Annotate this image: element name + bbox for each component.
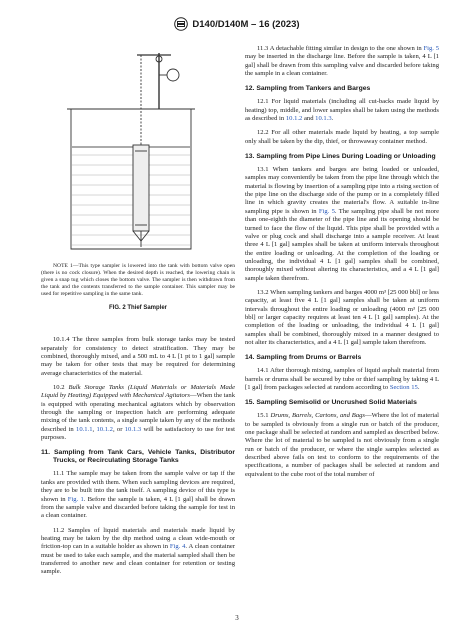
paragraph-12-2: 12.2 For all other materials made liquid by heating, a top sample only shall be taken by the dip, thief, or throwaway container method. — [245, 129, 439, 145]
right-column — [245, 45, 439, 485]
text-span: . — [331, 115, 334, 123]
paragraph-10-1-4: 10.1.4 The three samples from bulk storage tanks may be tested separately for consistency to detect stratification. They may be combined, thoroughly mixed, and a 500 mL to 4 L [1 pt to 1 gal] sample may be taken for other tests that may be required for determining average characteristics of the material. — [41, 336, 235, 377]
section-subtitle: Drums, Barrels, Cartons, and Bags — [270, 412, 365, 420]
figure-caption: FIG. 2 Thief Sampler — [108, 305, 167, 311]
paragraph-12-1 — [245, 98, 439, 123]
text-span: —When the tank is equipped with operating mechanical agitators which by observation through the sampling or inspection hatch are performing adequate mixing of the tank contents, a single sample taken by any of the methods described in — [41, 392, 236, 433]
text-span: 14.1 After thorough mixing, samples of liquid asphalt material from barrels or drums shall be secured by tube or thief sampling by taking 4 L [1 gal] from packages selected at random according to — [245, 367, 439, 391]
page-number: 3 — [235, 614, 239, 622]
text-span: . — [417, 384, 420, 391]
heading-section-15: 15. Sampling Semisolid or Uncrushed Solid Materials — [245, 399, 417, 407]
page-header — [0, 15, 474, 33]
heading-section-13: 13. Sampling from Pipe Lines During Loading or Unloading — [245, 153, 436, 161]
text-span: . Before the sample is taken, 4 L [1 gal] shall be drawn from the sample valve and discarded before taking the sample for test in a clean container. — [41, 495, 236, 520]
section-subtitle: Bulk Storage Tanks (Liquid Materials or Materials Made Liquid by Heating) Equipped with Mechanical Agitators — [41, 384, 236, 400]
paragraph-11-3 — [245, 45, 439, 78]
text-span: 11.1 The sample may be taken from the sample valve or tap if the tanks are provided with them. When such sampling devices are required, they are to be built into the tank itself. A sampling device of this type is shown in — [41, 470, 235, 503]
text-span: 12.1 For liquid materials (including all cut-backs made liquid by heating) top, middle, and lower samples shall be taken using the methods as described in — [245, 98, 439, 123]
text-span: . A clean container must be used to take each sample, and the material sampled shall then be transferred to another new and clean container for retention or testing sample. — [41, 543, 236, 576]
text-span: . The sampling pipe shall be not more than one-eighth the diameter of the pipe line and its opening should be turned to face the flow of the liquid. This pipe shall be provided with a valve or plug cock and shall discharge into a sample receiver. At least three 4 L [1 gal] samples shall be taken at uniform intervals throughout the entire loading or unloading. At the completion of the loading or unloading, the individual 4 L [1 gal] samples shall be combined, thoroughly mixed without altering its characteristics, and a 4 L [1 gal] sample taken therefrom. — [245, 207, 440, 282]
text-span: , or — [112, 425, 125, 433]
link-10-1-2[interactable]: 10.1.2 — [285, 115, 303, 123]
link-10-1-3[interactable]: 10.1.3 — [124, 425, 142, 433]
document-designation: D140/D140M – 16 (2023) — [192, 18, 300, 30]
paragraph-14-1 — [245, 367, 439, 392]
text-span: 11.2 Samples of liquid materials and materials made liquid by heating may be taken by the dip method using a clean wide-mouth or friction-top can in a suitable holder as shown in — [41, 526, 235, 551]
link-fig-5[interactable]: Fig. 5 — [318, 207, 335, 215]
section-number: 10.2 — [53, 384, 69, 392]
text-span: will be satisfactory to use for test purposes. — [41, 425, 235, 442]
heading-section-12: 12. Sampling from Tankers and Barges — [245, 85, 371, 93]
left-column — [41, 45, 235, 583]
text-span: and — [302, 115, 316, 123]
astm-logo-icon — [174, 17, 188, 31]
paragraph-13-1 — [245, 166, 439, 283]
heading-section-14: 14. Sampling from Drums or Barrels — [245, 354, 362, 362]
paragraph-13-2: 13.2 When sampling tankers and barges 4000 m³ [25 000 bbl] or less capacity, at least five 4 L [1 gal] samples shall be taken at uniform intervals throughout the entire loading or unloading (4000 m³ [25 000 bbl] or larger capacity requires at least ten 4 L [1 gal] samples). At the completion of the loading or unloading, the individual 4 L [1 gal] samples shall be combined, thoroughly mixed in a manner designed to not alter its characteristics, and a 4 L [1 gal] sample taken therefrom. — [245, 288, 439, 346]
text-span: 13.1 When tankers and barges are being loaded or unloaded, samples may conveniently be taken from the pipe line through which the material is flowing by insertion of a sampling pipe into a rising section of the pipe line on the discharge side of the pump or in a completely filled line in which gravity creates the material's flow. A suitable in-line sampling pipe is shown in — [245, 166, 439, 215]
link-section-15[interactable]: Section 15 — [389, 384, 418, 391]
paragraph-11-1 — [41, 470, 235, 520]
section-number: 15.1 — [257, 412, 271, 420]
link-10-1-3[interactable]: 10.1.3 — [315, 115, 332, 123]
heading-section-11: 11. Sampling from Tank Cars, Vehicle Tanks, Distributor Trucks, or Recirculating Storage Tanks — [41, 449, 235, 465]
text-span: —Where the lot of material to be sampled is obviously from a single run or batch of the producer, one package shall be selected at random and sampled as described below. Where the lot of material to be sampled is not obviously from a single run or batch of the producer, or where the single samples selected as described above fails on test to conform to the requirements of the specifications, a number of packages shall be selected at random and equivalent to the cube root of the total number of — [245, 412, 440, 478]
paragraph-10-2 — [41, 384, 235, 442]
link-fig-1[interactable]: Fig. 1 — [67, 495, 84, 503]
text-span: 11.3 A detachable fitting similar in design to the one shown in — [257, 45, 424, 52]
text-span: may be inserted in the discharge line. Before the sample is taken, 4 L [1 gal] shall be drawn from this sampling valve and discarded before taking the sample in a clean container. — [245, 53, 439, 78]
paragraph-11-2 — [41, 527, 235, 577]
thief-sampler-drawing — [41, 45, 235, 257]
paragraph-15-1 — [245, 412, 439, 479]
thief-sampler-figure — [41, 45, 235, 257]
link-fig-5[interactable]: Fig. 5 — [423, 45, 440, 52]
figure-note: NOTE 1—This type sampler is lowered into the tank with bottom valve open (there is no cock closure). When the desired depth is reached, the lowering chain is given a snap tug which closes the bottom valve. The sampler is then withdrawn from the tank and the contents transferred to the sample container. This sampler may be used for repetitive sampling in the same tank. — [41, 263, 235, 297]
link-10-1-1[interactable]: 10.1.1 — [76, 425, 93, 433]
link-10-1-2[interactable]: 10.1.2 — [96, 425, 113, 433]
link-fig-4[interactable]: Fig. 4 — [169, 543, 186, 551]
text-span: , — [92, 425, 97, 433]
